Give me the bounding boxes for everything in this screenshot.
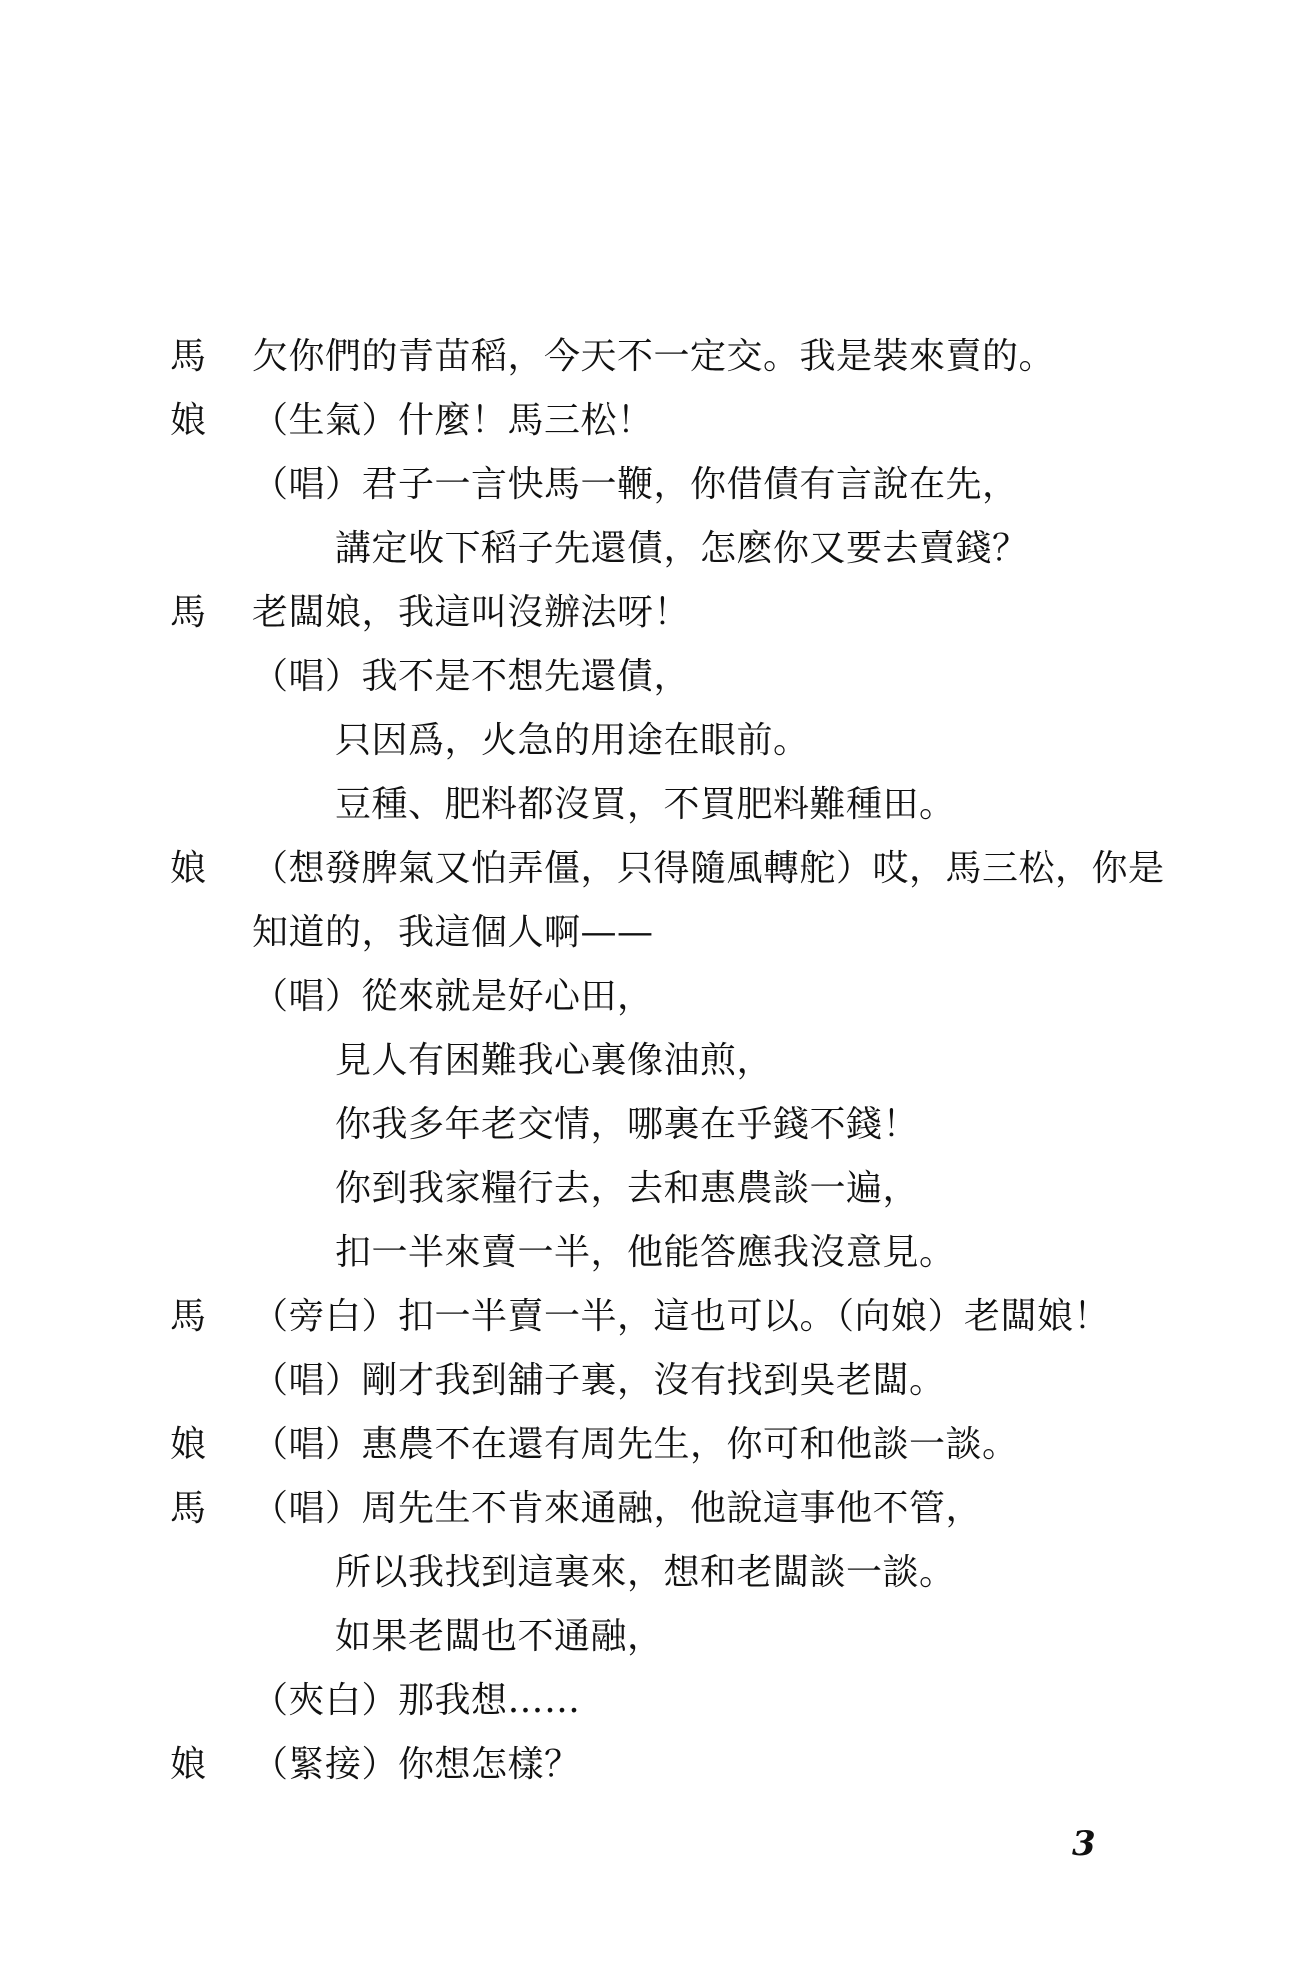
dialogue-line	[0, 709, 1293, 773]
line-text: （夾白）那我想……	[252, 1680, 581, 1721]
dialogue-line	[0, 1477, 1293, 1541]
line-text: （唱）周先生不肯來通融，他說這事他不管，	[252, 1488, 983, 1529]
dialogue-line	[0, 517, 1293, 581]
dialogue-line	[0, 1093, 1293, 1157]
speaker-label: 娘	[170, 1744, 207, 1785]
dialogue-line	[0, 325, 1293, 389]
line-text: 知道的，我這個人啊——	[252, 912, 654, 953]
line-text: 見人有困難我心裏像油煎，	[335, 1040, 774, 1081]
line-text: 欠你們的青苗稻，今天不一定交。我是裝來賣的。	[252, 336, 1056, 377]
dialogue-line	[0, 773, 1293, 837]
line-text: 你到我家糧行去，去和惠農談一遍，	[335, 1168, 920, 1209]
line-text: （唱）惠農不在還有周先生，你可和他談一談。	[252, 1424, 1019, 1465]
dialogue-line	[0, 965, 1293, 1029]
line-text: 你我多年老交情，哪裏在乎錢不錢！	[335, 1104, 920, 1145]
dialogue-line	[0, 581, 1293, 645]
dialogue-line	[0, 1605, 1293, 1669]
line-text: 如果老闆也不通融，	[335, 1616, 664, 1657]
dialogue-line	[0, 1541, 1293, 1605]
dialogue-line	[0, 1413, 1293, 1477]
line-text: （唱）我不是不想先還債，	[252, 656, 691, 697]
dialogue-line	[0, 901, 1293, 965]
line-text: 扣一半來賣一半，他能答應我沒意見。	[335, 1232, 956, 1273]
dialogue-line	[0, 645, 1293, 709]
line-text: （生氣）什麼！馬三松！	[252, 400, 654, 441]
line-text: 講定收下稻子先還債，怎麽你又要去賣錢？	[335, 528, 1029, 569]
speaker-label: 娘	[170, 848, 207, 889]
line-text: （唱）從來就是好心田，	[252, 976, 654, 1017]
dialogue-line	[0, 453, 1293, 517]
speaker-label: 馬	[170, 1488, 207, 1529]
dialogue-lines	[0, 325, 1293, 1797]
dialogue-line	[0, 1285, 1293, 1349]
line-text: （唱）君子一言快馬一鞭，你借債有言說在先，	[252, 464, 1019, 505]
speaker-label: 馬	[170, 592, 207, 633]
dialogue-line	[0, 837, 1293, 901]
speaker-label: 娘	[170, 400, 207, 441]
dialogue-line	[0, 1733, 1293, 1797]
line-text: 只因爲，火急的用途在眼前。	[335, 720, 810, 761]
dialogue-line	[0, 1669, 1293, 1733]
page-number: 3	[1072, 1824, 1096, 1864]
dialogue-line	[0, 1157, 1293, 1221]
speaker-label: 娘	[170, 1424, 207, 1465]
line-text: 豆種、肥料都沒買，不買肥料難種田。	[335, 784, 956, 825]
speaker-label: 馬	[170, 1296, 207, 1337]
line-text: 所以我找到這裏來，想和老闆談一談。	[335, 1552, 956, 1593]
dialogue-line	[0, 1029, 1293, 1093]
line-text: （緊接）你想怎樣？	[252, 1744, 581, 1785]
line-text: （旁白）扣一半賣一半，這也可以。（向娘）老闆娘！	[252, 1296, 1111, 1337]
line-text: （唱）剛才我到舖子裏，沒有找到吳老闆。	[252, 1360, 946, 1401]
dialogue-line	[0, 1349, 1293, 1413]
line-text: （想發脾氣又怕弄僵，只得隨風轉舵）哎，馬三松，你是	[252, 848, 1165, 889]
line-text: 老闆娘，我這叫沒辦法呀！	[252, 592, 691, 633]
dialogue-line	[0, 1221, 1293, 1285]
dialogue-line	[0, 389, 1293, 453]
speaker-label: 馬	[170, 336, 207, 377]
